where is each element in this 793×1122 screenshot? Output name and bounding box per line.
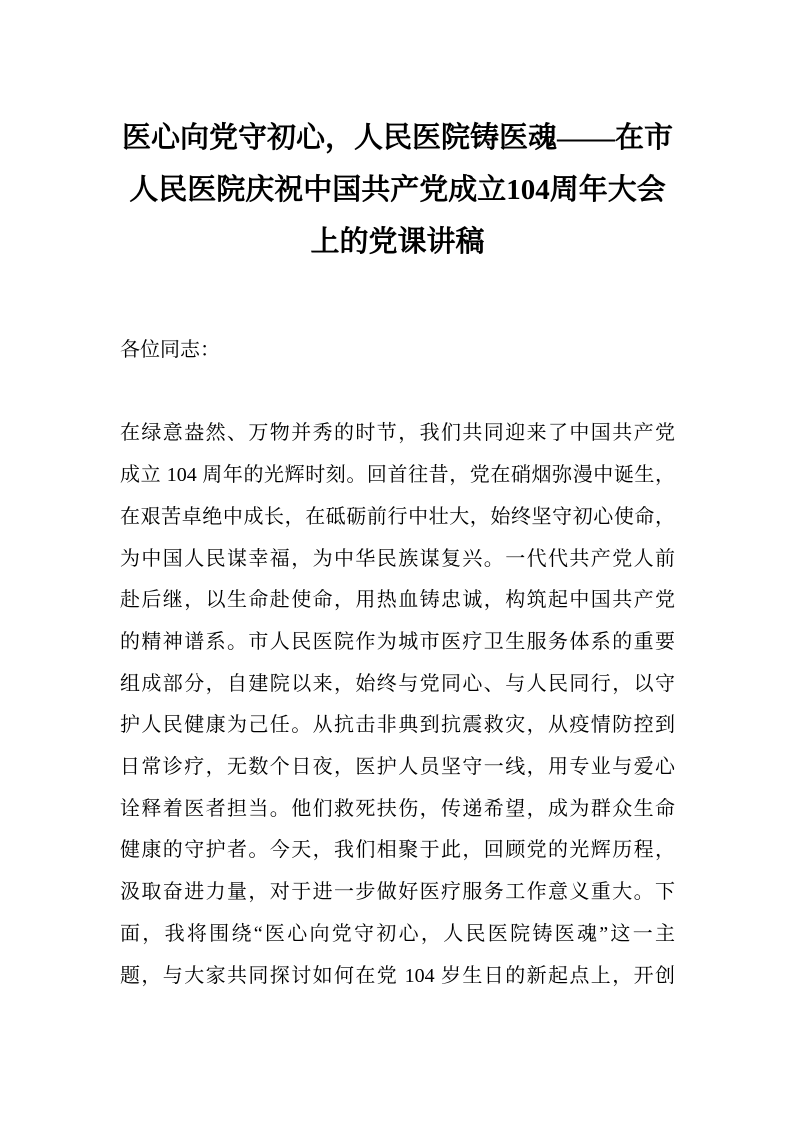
body-text-line: 面，我将围绕“医心向党守初心，人民医院铸医魂”这一主 (120, 922, 675, 945)
salutation: 各位同志： (120, 339, 220, 361)
body-paragraph (120, 413, 675, 997)
body-text-line: 在绿意盎然、万物并秀的时节，我们共同迎来了中国共产党 (120, 422, 675, 445)
body-text-line: 护人民健康为己任。从抗击非典到抗震救灾，从疫情防控到 (120, 714, 675, 737)
body-text-line: 日常诊疗，无数个日夜，医护人员坚守一线，用专业与爱心 (120, 756, 675, 779)
body-text-line: 健康的守护者。今天，我们相聚于此，回顾党的光辉历程， (120, 839, 675, 862)
title-line: 人民医院庆祝中国共产党成立104周年大会 (129, 174, 666, 206)
title-line: 上的党课讲稿 (310, 226, 485, 258)
body-text-line: 组成部分，自建院以来，始终与党同心、与人民同行，以守 (120, 672, 675, 695)
body-text-line: 的精神谱系。市人民医院作为城市医疗卫生服务体系的重要 (120, 630, 675, 653)
body-text-line: 在艰苦卓绝中成长，在砥砺前行中壮大，始终坚守初心使命， (120, 505, 675, 528)
document-title (120, 112, 675, 268)
body-text-line: 为中国人民谋幸福，为中华民族谋复兴。一代代共产党人前 (120, 547, 675, 570)
body-text-line: 汲取奋进力量，对于进一步做好医疗服务工作意义重大。下 (120, 881, 675, 904)
body-text-line: 诠释着医者担当。他们救死扶伤，传递希望，成为群众生命 (120, 797, 675, 820)
body-text-line: 题，与大家共同探讨如何在党 104 岁生日的新起点上，开创 (120, 964, 675, 987)
body-text-line: 成立 104 周年的光辉时刻。回首往昔，党在硝烟弥漫中诞生， (120, 464, 675, 487)
document-content (120, 112, 675, 997)
body-text-line: 赴后继，以生命赴使命，用热血铸忠诚，构筑起中国共产党 (120, 589, 675, 612)
title-line: 医心向党守初心，人民医院铸医魂——在市 (121, 122, 673, 154)
